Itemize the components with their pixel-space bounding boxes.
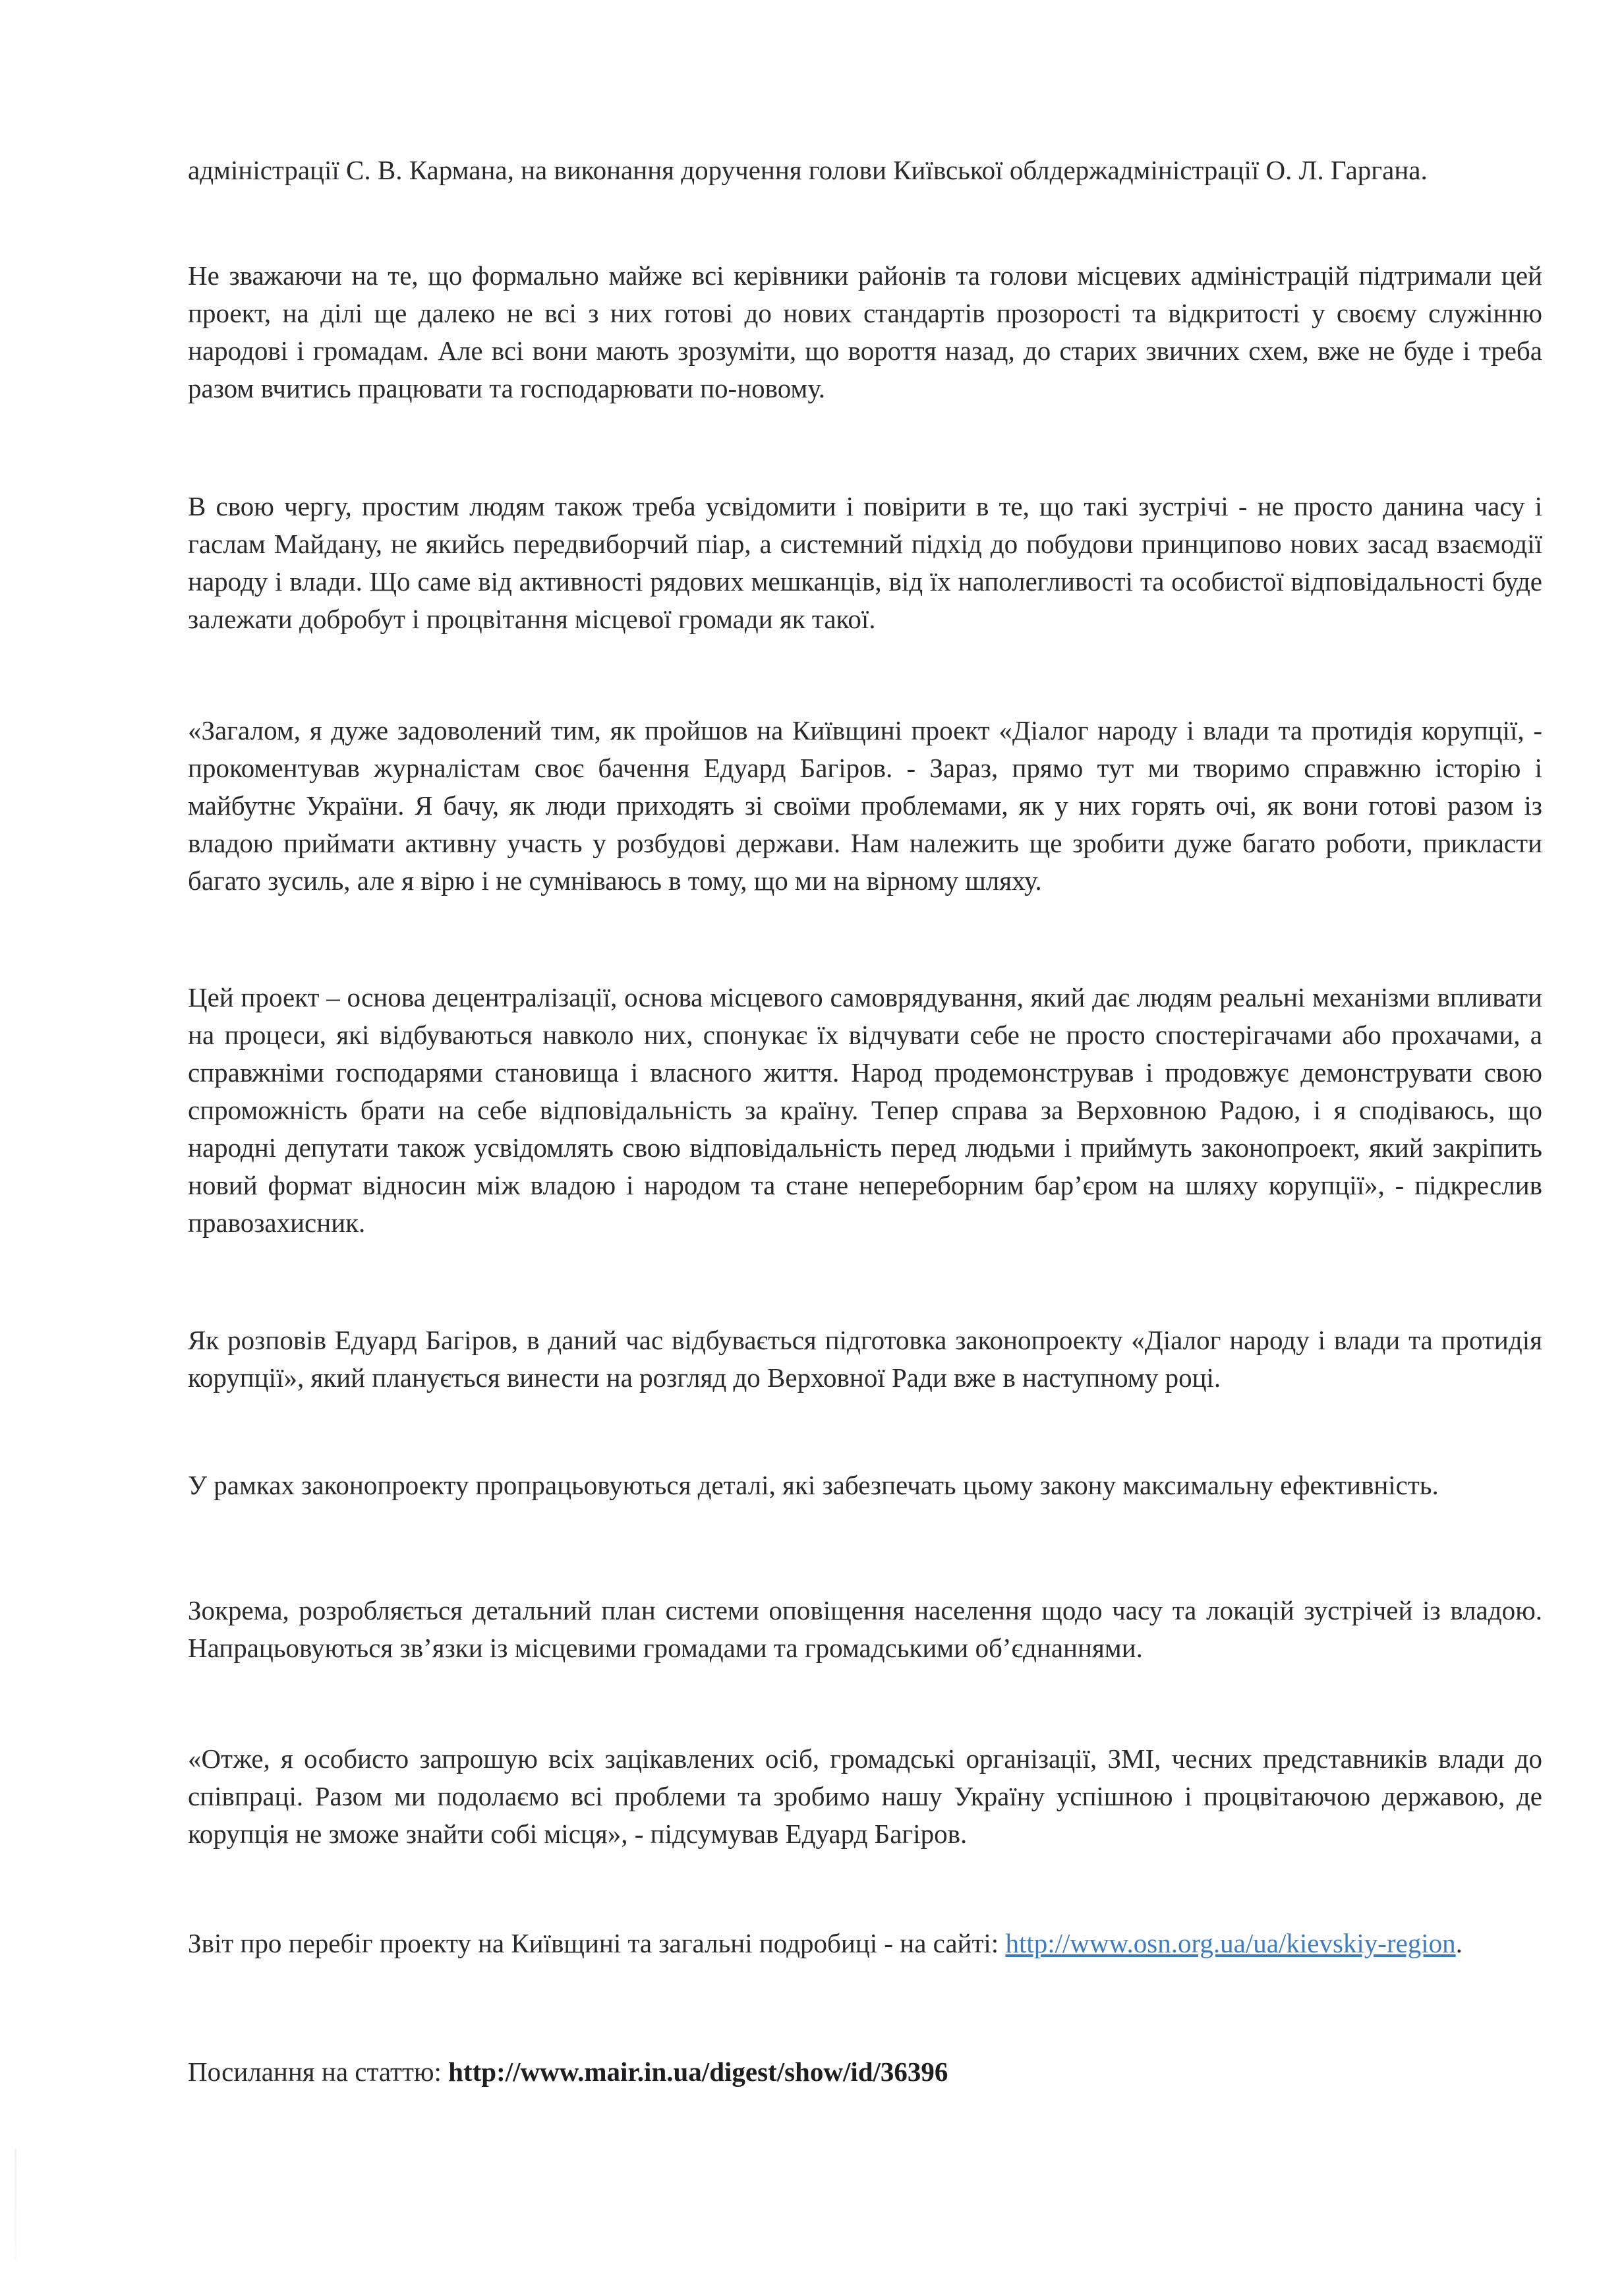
paragraph-administration-continuation: адміністрації С. В. Кармана, на виконання доручення голови Київської облдержадміністрації О. Л. Гаргана. [188,155,1428,185]
article-source-url: http://www.mair.in.ua/digest/show/id/36396 [448,2057,948,2087]
paragraph-notification-plan: Зокрема, розробляється детальний план системи оповіщення населення щодо часу та локацій зустрічей із владою. Напрацьовуються зв’язки із місцевими громадами та громадськими об’єднаннями. [188,1595,1542,1663]
report-link-intro: Звіт про перебіг проекту на Київщині та загальні подробиці - на сайті: [188,1928,1006,1958]
paragraph-bill-preparation: Як розповів Едуард Багіров, в даний час відбувається підготовка законопроекту «Діалог народу і влади та протидія корупції», який планується винести на розгляд до Верховної Ради вже в наступному році. [188,1325,1542,1393]
paragraph-invitation-quote: «Отже, я особисто запрошую всіх зацікавлених осіб, громадські організації, ЗМІ, чесних представників влади до співпраці. Разом ми подолаємо всі проблеми та зробимо нашу Україну успішною і процвітаючою державою, де корупція не зможе знайти собі місця», - підсумував Едуард Багіров. [188,1743,1542,1849]
paragraph-decentralization: Цей проект – основа децентралізації, основа місцевого самоврядування, який дає людям реальні механізми впливати на процеси, які відбуваються навколо них, спонукає їх відчувати себе не просто спостерігачами або прохачами, а справжніми господарями становища і власного життя. Народ продемонстрував і продовжує демонструвати свою спроможність брати на себе відповідальність за країну. Тепер справа за Верховною Радою, і я сподіваюсь, що народні депутати також усвідомлять свою відповідальність перед людьми і приймуть законопроект, який закріпить новий формат відносин між владою і народом та стане непереборним бар’єром на шляху корупції», - підкреслив правозахисник. [188,982,1542,1238]
paragraph-bagirov-quote: «Загалом, я дуже задоволений тим, як пройшов на Київщині проект «Діалог народу і влади та протидія корупції, - прокоментував журналістам своє бачення Едуард Багіров. - Зараз, прямо тут ми творимо справжню історію і майбутнє України. Я бачу, як люди приходять зі своїми проблемами, як у них горять очі, як вони готові разом із владою приймати активну участь у розбудові держави. Нам належить ще зробити дуже багато роботи, прикласти багато зусиль, але я вірю і не сумніваюсь в тому, що ми на вірному шляху. [188,715,1542,896]
article-source-label: Посилання на статтю: [188,2057,449,2087]
osn-region-link[interactable]: http://www.osn.org.ua/ua/kievskiy-region [1005,1928,1456,1958]
scan-edge-mark [14,2149,16,2261]
report-link-period: . [1455,1928,1463,1958]
paragraph-citizens-awareness: В свою чергу, простим людям також треба усвідомити і повірити в те, що такі зустрічі - не просто данина часу і гаслам Майдану, не якийсь передвиборчий піар, а системний підхід до побудови принципово нових засад взаємодії народу і влади. Що саме від активності рядових мешканців, від їх наполегливості та особистої відповідальності буде залежати добробут і процвітання місцевої громади як такої. [188,491,1542,634]
paragraph-district-heads: Не зважаючи на те, що формально майже всі керівники районів та голови місцевих адміністрацій підтримали цей проект, на ділі ще далеко не всі з них готові до нових стандартів прозорості та відкритості у своєму служінню народові і громадам. Але всі вони мають зрозуміти, що вороття назад, до старих звичних схем, вже не буде і треба разом вчитись працювати та господарювати по-новому. [188,260,1542,403]
paragraph-bill-details: У рамках законопроекту пропрацьовуються деталі, які забезпечать цьому закону максимальну ефективність. [188,1470,1439,1500]
paragraph-report-link [188,1925,1542,1962]
paragraph-article-source [188,2053,1542,2091]
